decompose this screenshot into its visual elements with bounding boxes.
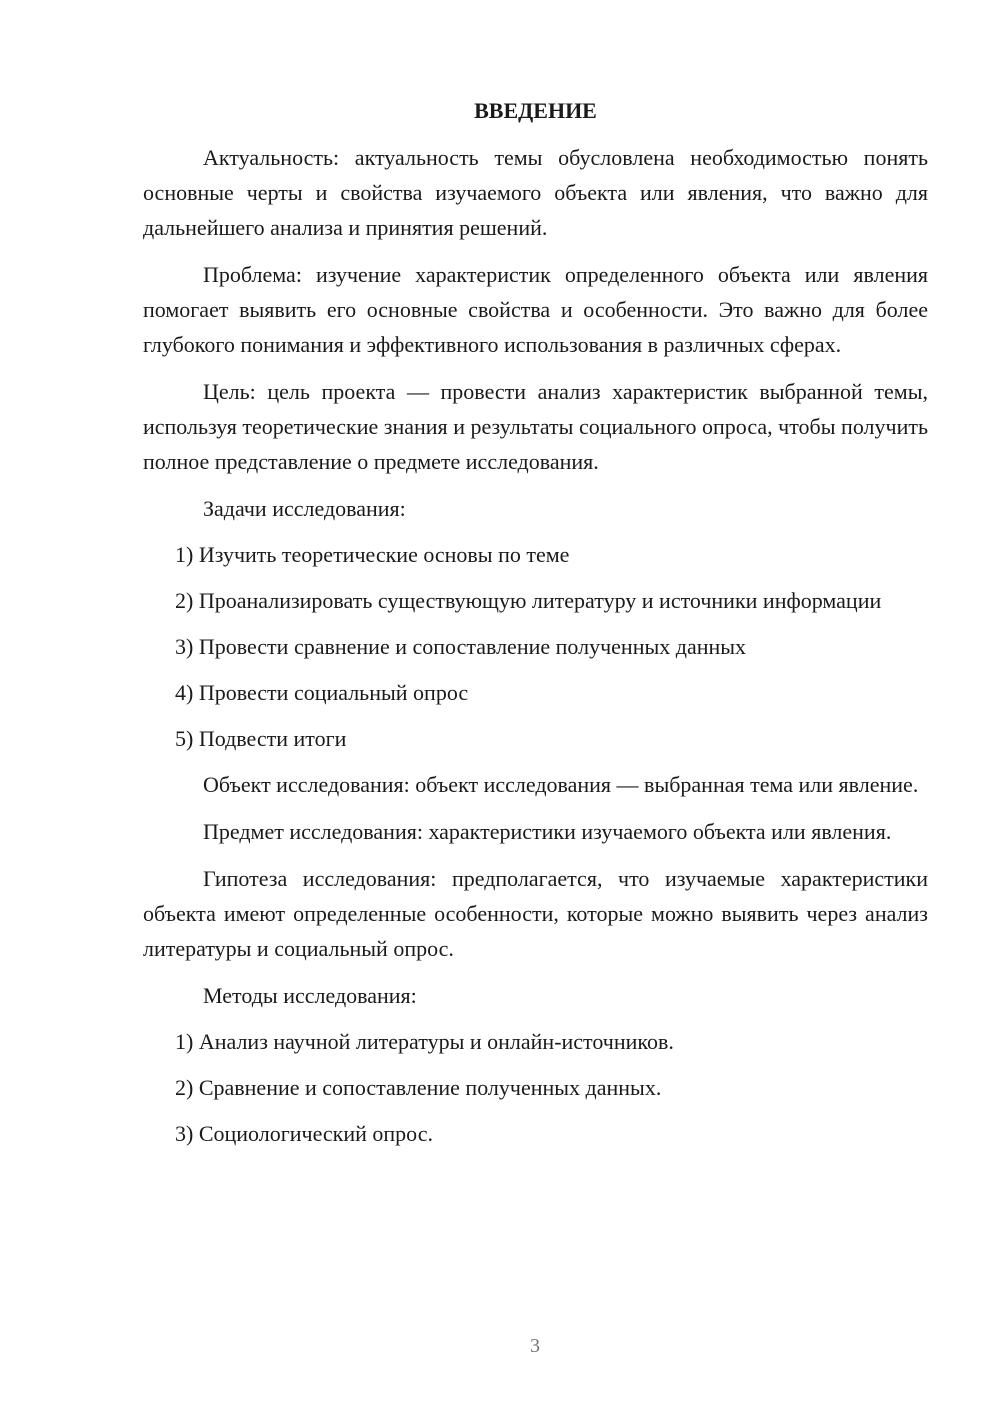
page-content (143, 96, 928, 1162)
task-item-5: 5) Подвести итоги (175, 726, 347, 751)
method-item-1: 1) Анализ научной литературы и онлайн-источников. (175, 1029, 674, 1054)
goal-paragraph: Цель: цель проекта — провести анализ характеристик выбранной темы, используя теоретические знания и результаты социального опроса, чтобы получить полное представление о предмете исследования. (143, 379, 928, 474)
method-item-2: 2) Сравнение и сопоставление полученных данных. (175, 1075, 662, 1100)
tasks-heading: Задачи исследования: (203, 496, 406, 521)
object-paragraph: Объект исследования: объект исследования — выбранная тема или явление. (203, 772, 919, 797)
method-item-3: 3) Социологический опрос. (175, 1121, 433, 1146)
task-item-2: 2) Проанализировать существующую литературу и источники информации (175, 588, 882, 613)
subject-paragraph: Предмет исследования: характеристики изучаемого объекта или явления. (203, 819, 892, 844)
page-number: 3 (530, 1335, 540, 1357)
problem-paragraph: Проблема: изучение характеристик определенного объекта или явления помогает выявить его основные свойства и особенности. Это важно для более глубокого понимания и эффективного использования в различных сферах. (143, 262, 928, 357)
methods-heading: Методы исследования: (203, 983, 417, 1008)
section-title: ВВЕДЕНИЕ (474, 98, 597, 123)
hypothesis-paragraph: Гипотеза исследования: предполагается, что изучаемые характеристики объекта имеют определенные особенности, которые можно выявить через анализ литературы и социальный опрос. (143, 866, 928, 961)
task-item-3: 3) Провести сравнение и сопоставление полученных данных (175, 634, 747, 659)
task-item-1: 1) Изучить теоретические основы по теме (175, 542, 570, 567)
actuality-paragraph: Актуальность: актуальность темы обусловлена необходимостью понять основные черты и свойства изучаемого объекта или явления, что важно для дальнейшего анализа и принятия решений. (143, 145, 928, 240)
task-item-4: 4) Провести социальный опрос (175, 680, 469, 705)
